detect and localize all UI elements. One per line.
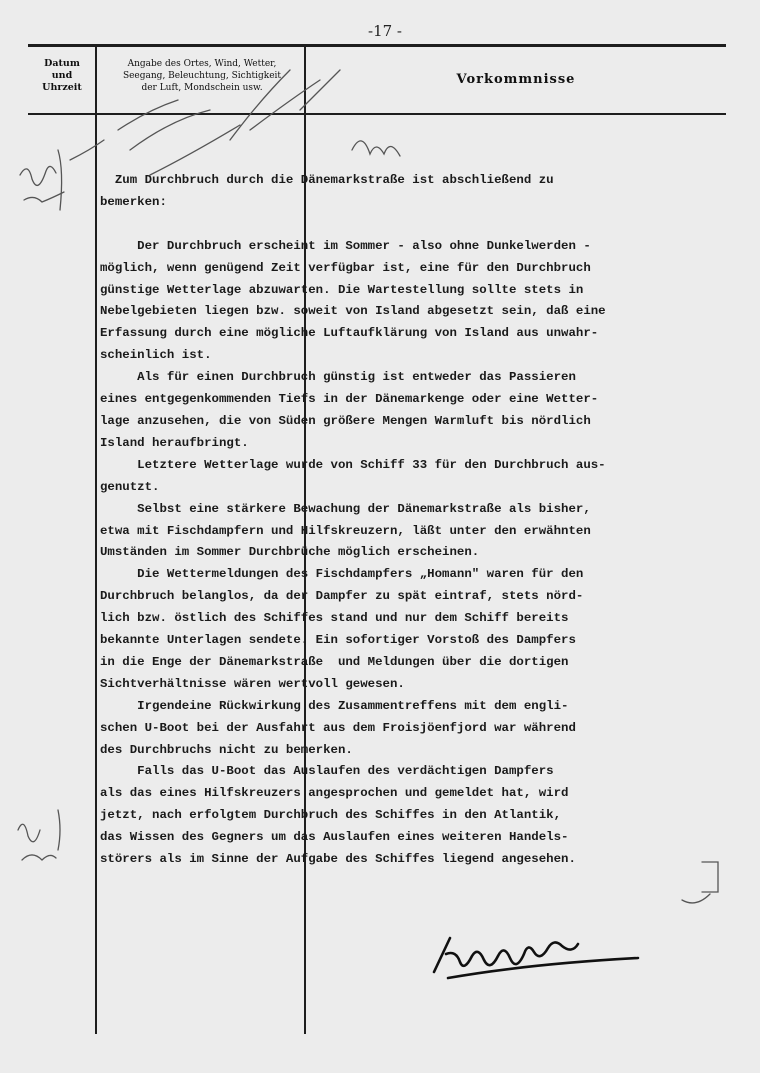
text-line: Irgendeine Rückwirkung des Zusammentreffens mit dem engli- [100, 698, 569, 713]
text-line: Zum Durchbruch durch die Dänemarkstraße ist abschließend zu [100, 173, 554, 187]
text-line: Der Durchbruch erscheint im Sommer - also ohne Dunkelwerden - [100, 238, 591, 253]
header-angabe-line: Seegang, Beleuchtung, Sichtigkeit [122, 71, 282, 81]
header-angabe-line: der Luft, Mondschein usw. [141, 83, 263, 93]
header-datum-line: Datum [44, 58, 80, 69]
text-line [100, 214, 740, 236]
text-line: bemerken: [100, 194, 167, 209]
signature-underline [448, 958, 638, 978]
text-line: Erfassung durch eine mögliche Luftaufklärung von Island aus unwahr- [100, 326, 599, 341]
text-line: schen U-Boot bei der Ausfahrt aus dem Froisjöenfjord war während [100, 720, 576, 735]
text-line: Als für einen Durchbruch günstig ist entweder das Passieren [100, 370, 576, 385]
header-datum-line: und [51, 70, 73, 81]
log-entry-text [100, 170, 740, 871]
text-line: des Durchbruchs nicht zu bemerken. [100, 742, 353, 757]
signature [428, 928, 648, 988]
text-line: Selbst eine stärkere Bewachung der Dänemarkstraße als bisher, [100, 501, 591, 516]
header-datum-line: Uhrzeit [42, 82, 82, 93]
text-line: Falls das U-Boot das Auslaufen des verdächtigen Dampfers [100, 764, 554, 779]
text-line: scheinlich ist. [100, 348, 212, 363]
scribble-left-2 [58, 140, 104, 210]
text-line: als das eines Hilfskreuzers angesprochen und gemeldet hat, wird [100, 786, 569, 801]
text-line: genutzt. [100, 479, 160, 494]
scribble-top-2 [230, 70, 340, 140]
text-line: bekannte Unterlagen sendete. Ein sofortiger Vorstoß des Dampfers [100, 633, 576, 648]
text-line: lich bzw. östlich des Schiffes stand und nur dem Schiff bereits [100, 611, 569, 626]
signature-stroke [434, 938, 578, 972]
text-line: das Wissen des Gegners um das Auslaufen eines weiteren Handels- [100, 830, 569, 845]
text-line: jetzt, nach erfolgtem Durchbruch des Schiffes in den Atlantik, [100, 808, 562, 823]
header-angabe-line: Angabe des Ortes, Wind, Wetter, [127, 59, 277, 69]
page-number: -17 - [368, 22, 402, 40]
text-line: eines entgegenkommenden Tiefs in der Dänemarkenge oder eine Wetter- [100, 392, 599, 407]
text-line: Umständen im Sommer Durchbrüche möglich erscheinen. [100, 545, 480, 560]
text-line: etwa mit Fischdampfern und Hilfskreuzern, läßt unter den erwähnten [100, 523, 591, 538]
text-line: günstige Wetterlage abzuwarten. Die Wartestellung sollte stets in [100, 282, 584, 297]
scribble-right-1 [352, 141, 400, 156]
scribble-margin-bottom [18, 810, 60, 860]
text-line: Sichtverhältnisse wären wertvoll gewesen. [100, 676, 405, 691]
text-line: Die Wettermeldungen des Fischdampfers „Homann" waren für den [100, 567, 584, 582]
text-line: möglich, wenn genügend Zeit verfügbar ist, eine für den Durchbruch [100, 260, 591, 275]
text-line: Nebelgebieten liegen bzw. soweit von Island abgesetzt sein, daß eine [100, 304, 606, 319]
text-line: Island heraufbringt. [100, 435, 249, 450]
text-line: störers als im Sinne der Aufgabe des Schiffes liegend angesehen. [100, 852, 576, 867]
text-line: in die Enge der Dänemarkstraße und Meldungen über die dortigen [100, 654, 569, 669]
scribble-top-1 [118, 100, 240, 175]
text-line: Durchbruch belanglos, da der Dampfer zu spät eintraf, stets nörd- [100, 589, 584, 604]
scribble-left-1 [20, 166, 64, 202]
text-line: lage anzusehen, die von Süden größere Mengen Warmluft bis nördlich [100, 413, 591, 428]
text-line: Letztere Wetterlage wurde von Schiff 33 für den Durchbruch aus- [100, 457, 606, 472]
header-vorkommnisse: Vorkommnisse [456, 72, 576, 87]
